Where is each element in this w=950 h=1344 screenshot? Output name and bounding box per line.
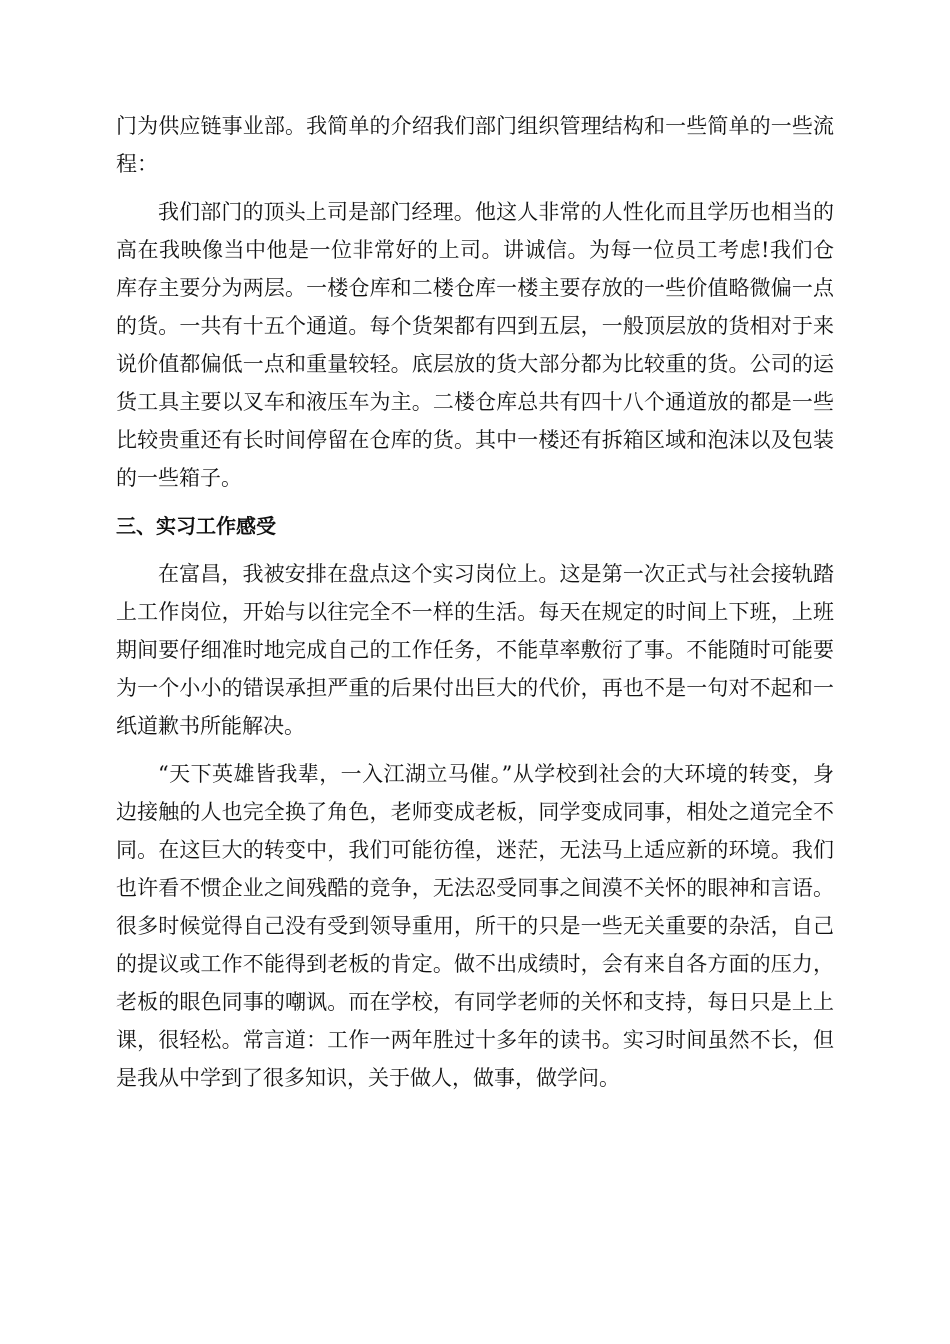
paragraph-continuation: 门为供应链事业部。我简单的介绍我们部门组织管理结构和一些简单的一些流程： [116, 114, 834, 176]
paragraph-workplace-transition: “天下英雄皆我辈，一入江湖立马催。”从学校到社会的大环境的转变，身边接触的人也完全换了角色，老师变成老板，同学变成同事，相处之道完全不同。在这巨大的转变中，我们可能彷徨，迷茫，无法马上适应新的环境。我们也许看不惯企业之间残酷的竞争，无法忍受同事之间漠不关怀的眼神和言语。很多时候觉得自己没有受到领导重用，所干的只是一些无关重要的杂活，自己的提议或工作不能得到老板的肯定。做不出成绩时，会有来自各方面的压力，老板的眼色同事的嘲讽。而在学校，有同学老师的关怀和支持，每日只是上上课，很轻松。常言道：工作一两年胜过十多年的读书。实习时间虽然不长，但是我从中学到了很多知识，关于做人，做事，做学问。 [116, 762, 834, 1090]
paragraph-department-structure: 我们部门的顶头上司是部门经理。他这人非常的人性化而且学历也相当的高在我映像当中他是一位非常好的上司。讲诚信。为每一位员工考虑!我们仓库存主要分为两层。一楼仓库和二楼仓库一楼主要存放的一些价值略微偏一点的货。一共有十五个通道。每个货架都有四到五层，一般顶层放的货相对于来说价值都偏低一点和重量较轻。底层放的货大部分都为比较重的货。公司的运货工具主要以叉车和液压车为主。二楼仓库总共有四十八个通道放的都是一些比较贵重还有长时间停留在仓库的货。其中一楼还有拆箱区域和泡沫以及包装的一些箱子。 [116, 200, 834, 490]
section-heading: 三、实习工作感受 [116, 514, 276, 538]
paragraph-internship-position: 在富昌，我被安排在盘点这个实习岗位上。这是第一次正式与社会接轨踏上工作岗位，开始与以往完全不一样的生活。每天在规定的时间上下班，上班期间要仔细准时地完成自己的工作任务，不能草率敷衍了事。不能随时可能要为一个小小的错误承担严重的后果付出巨大的代价，再也不是一句对不起和一纸道歉书所能解决。 [116, 562, 834, 738]
document-body [116, 107, 834, 1097]
